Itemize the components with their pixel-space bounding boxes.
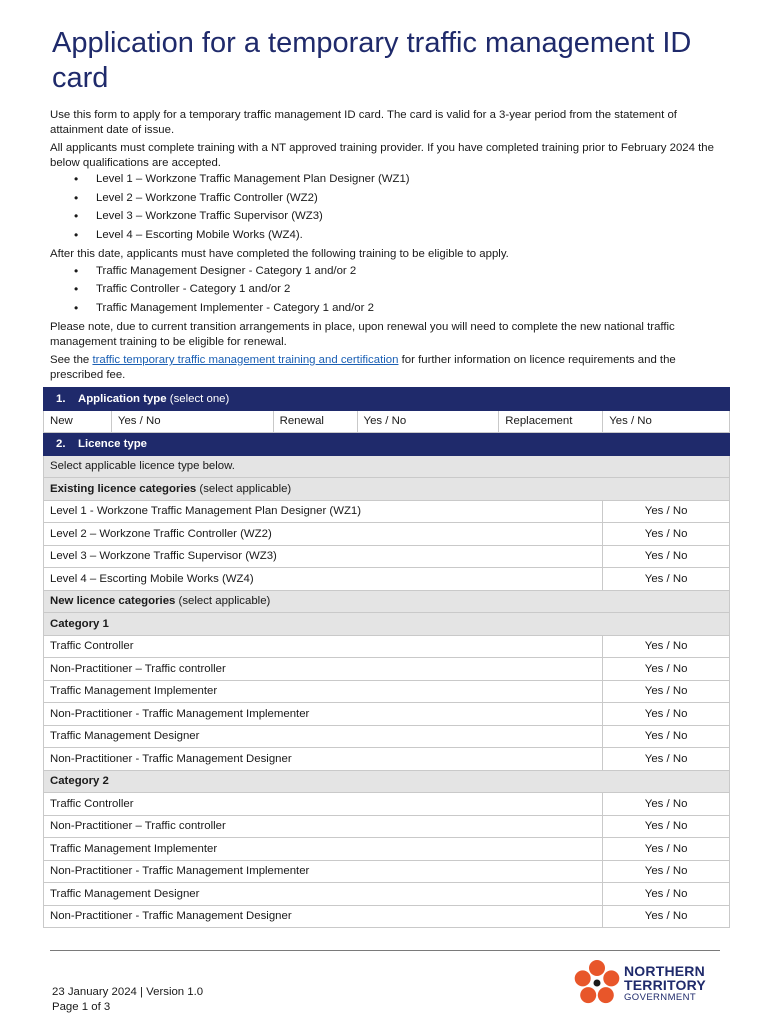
licence-label: Non-Practitioner – Traffic controller bbox=[44, 815, 603, 838]
new-note: (select applicable) bbox=[178, 595, 271, 608]
section-note: (select one) bbox=[169, 392, 230, 405]
licence-label: Level 3 – Workzone Traffic Supervisor (WZ3) bbox=[44, 545, 603, 568]
list-item: • Traffic Management Designer - Category 1 and/or 2 bbox=[50, 262, 730, 281]
section-number: 2. bbox=[56, 437, 66, 450]
table-row bbox=[44, 500, 730, 523]
intro bbox=[50, 108, 730, 386]
link-prefix: See the bbox=[50, 354, 93, 366]
category-1-row bbox=[44, 613, 730, 636]
section-number: 1. bbox=[56, 392, 66, 405]
renewal-label: Renewal bbox=[273, 410, 357, 433]
yes-no-toggle[interactable]: Yes / No bbox=[603, 635, 730, 658]
instruction-row bbox=[44, 455, 730, 478]
yes-no-toggle[interactable]: Yes / No bbox=[603, 815, 730, 838]
table-row bbox=[44, 703, 730, 726]
training-list bbox=[50, 262, 730, 318]
licence-label: Traffic Management Designer bbox=[44, 883, 603, 906]
yes-no-toggle[interactable]: Yes / No bbox=[603, 838, 730, 861]
licence-label: Non-Practitioner – Traffic controller bbox=[44, 658, 603, 681]
licence-label: Traffic Controller bbox=[44, 635, 603, 658]
training-certification-link[interactable]: traffic temporary traffic management training and certification bbox=[92, 354, 399, 366]
logo-line-territory: TERRITORY bbox=[624, 977, 706, 993]
table-row bbox=[44, 680, 730, 703]
qualifications-list bbox=[50, 170, 730, 244]
application-form-table bbox=[43, 387, 730, 928]
yes-no-toggle[interactable]: Yes / No bbox=[603, 793, 730, 816]
licence-label: Traffic Management Implementer bbox=[44, 838, 603, 861]
licence-label: Non-Practitioner - Traffic Management Implementer bbox=[44, 860, 603, 883]
table-row bbox=[44, 905, 730, 928]
yes-no-toggle[interactable]: Yes / No bbox=[603, 725, 730, 748]
yes-no-toggle[interactable]: Yes / No bbox=[603, 883, 730, 906]
new-yes-no-toggle[interactable]: Yes / No bbox=[111, 410, 273, 433]
footer-version: 23 January 2024 | Version 1.0 bbox=[52, 986, 204, 998]
yes-no-toggle[interactable]: Yes / No bbox=[603, 905, 730, 928]
licence-label: Level 4 – Escorting Mobile Works (WZ4) bbox=[44, 568, 603, 591]
table-row bbox=[44, 748, 730, 771]
renewal-yes-no-toggle[interactable]: Yes / No bbox=[357, 410, 499, 433]
section-header-licence-type bbox=[44, 433, 730, 456]
yes-no-toggle[interactable]: Yes / No bbox=[603, 658, 730, 681]
replacement-yes-no-toggle[interactable]: Yes / No bbox=[603, 410, 730, 433]
existing-heading-row bbox=[44, 478, 730, 501]
page-title: Application for a temporary traffic management ID card bbox=[52, 27, 692, 94]
list-item: • Level 1 – Workzone Traffic Management Plan Designer (WZ1) bbox=[50, 170, 730, 189]
logo-line-northern: NORTHERN bbox=[624, 963, 705, 979]
yes-no-toggle[interactable]: Yes / No bbox=[603, 748, 730, 771]
yes-no-toggle[interactable]: Yes / No bbox=[603, 545, 730, 568]
licence-label: Level 2 – Workzone Traffic Controller (WZ2) bbox=[44, 523, 603, 546]
existing-heading: Existing licence categories bbox=[50, 482, 197, 495]
link-suffix: for further information on licence requirements and the prescribed fee. bbox=[50, 354, 676, 381]
table-row bbox=[44, 838, 730, 861]
flower-icon bbox=[572, 958, 622, 1008]
table-row bbox=[44, 635, 730, 658]
new-heading-row bbox=[44, 590, 730, 613]
licence-label: Traffic Management Designer bbox=[44, 725, 603, 748]
intro-paragraph: Use this form to apply for a temporary traffic management ID card. The card is valid for a 3-year period from the statement of attainment date of issue. bbox=[50, 109, 677, 136]
table-row bbox=[44, 545, 730, 568]
licence-label: Non-Practitioner - Traffic Management Implementer bbox=[44, 703, 603, 726]
category-2-row bbox=[44, 770, 730, 793]
category-2-heading: Category 2 bbox=[44, 770, 730, 793]
table-row bbox=[44, 568, 730, 591]
licence-label: Non-Practitioner - Traffic Management Designer bbox=[44, 748, 603, 771]
list-item: • Level 4 – Escorting Mobile Works (WZ4). bbox=[50, 226, 730, 245]
logo-line-government: GOVERNMENT bbox=[624, 992, 697, 1003]
section-title: Licence type bbox=[78, 437, 148, 450]
yes-no-toggle[interactable]: Yes / No bbox=[603, 703, 730, 726]
list-item: • Traffic Management Implementer - Category 1 and/or 2 bbox=[50, 299, 730, 318]
application-type-row bbox=[44, 410, 730, 433]
intro-paragraph: Please note, due to current transition arrangements in place, upon renewal you will need to complete the new national traffic management training to be eligible for renewal. bbox=[50, 321, 675, 348]
intro-paragraph-link bbox=[50, 353, 730, 382]
yes-no-toggle[interactable]: Yes / No bbox=[603, 523, 730, 546]
yes-no-toggle[interactable]: Yes / No bbox=[603, 568, 730, 591]
licence-label: Traffic Management Implementer bbox=[44, 680, 603, 703]
new-heading: New licence categories bbox=[50, 595, 176, 608]
licence-instruction: Select applicable licence type below. bbox=[44, 455, 730, 478]
section-title: Application type bbox=[78, 392, 167, 405]
licence-label: Traffic Controller bbox=[44, 793, 603, 816]
table-row bbox=[44, 793, 730, 816]
category-1-heading: Category 1 bbox=[44, 613, 730, 636]
table-row bbox=[44, 860, 730, 883]
nt-government-logo bbox=[572, 958, 722, 1008]
table-row bbox=[44, 523, 730, 546]
table-row bbox=[44, 658, 730, 681]
list-item: • Level 3 – Workzone Traffic Supervisor (WZ3) bbox=[50, 207, 730, 226]
section-header-application-type bbox=[44, 388, 730, 411]
list-item: • Traffic Controller - Category 1 and/or 2 bbox=[50, 280, 730, 299]
logo-wordmark bbox=[624, 964, 706, 1003]
replacement-label: Replacement bbox=[499, 410, 603, 433]
table-row bbox=[44, 725, 730, 748]
yes-no-toggle[interactable]: Yes / No bbox=[603, 500, 730, 523]
yes-no-toggle[interactable]: Yes / No bbox=[603, 860, 730, 883]
list-item: • Level 2 – Workzone Traffic Controller (WZ2) bbox=[50, 189, 730, 208]
new-label: New bbox=[44, 410, 112, 433]
footer-page-number: Page 1 of 3 bbox=[52, 1000, 111, 1013]
intro-paragraph: After this date, applicants must have completed the following training to be eligible to apply. bbox=[50, 248, 509, 260]
table-row bbox=[44, 815, 730, 838]
existing-note: (select applicable) bbox=[199, 482, 292, 495]
licence-label: Level 1 - Workzone Traffic Management Plan Designer (WZ1) bbox=[44, 500, 603, 523]
intro-paragraph: All applicants must complete training with a NT approved training provider. If you have completed training prior to February 2024 the below qualifications are accepted. bbox=[50, 142, 714, 169]
licence-label: Non-Practitioner - Traffic Management Designer bbox=[44, 905, 603, 928]
yes-no-toggle[interactable]: Yes / No bbox=[603, 680, 730, 703]
table-row bbox=[44, 883, 730, 906]
footer bbox=[52, 985, 203, 1014]
footer-divider bbox=[50, 950, 720, 951]
